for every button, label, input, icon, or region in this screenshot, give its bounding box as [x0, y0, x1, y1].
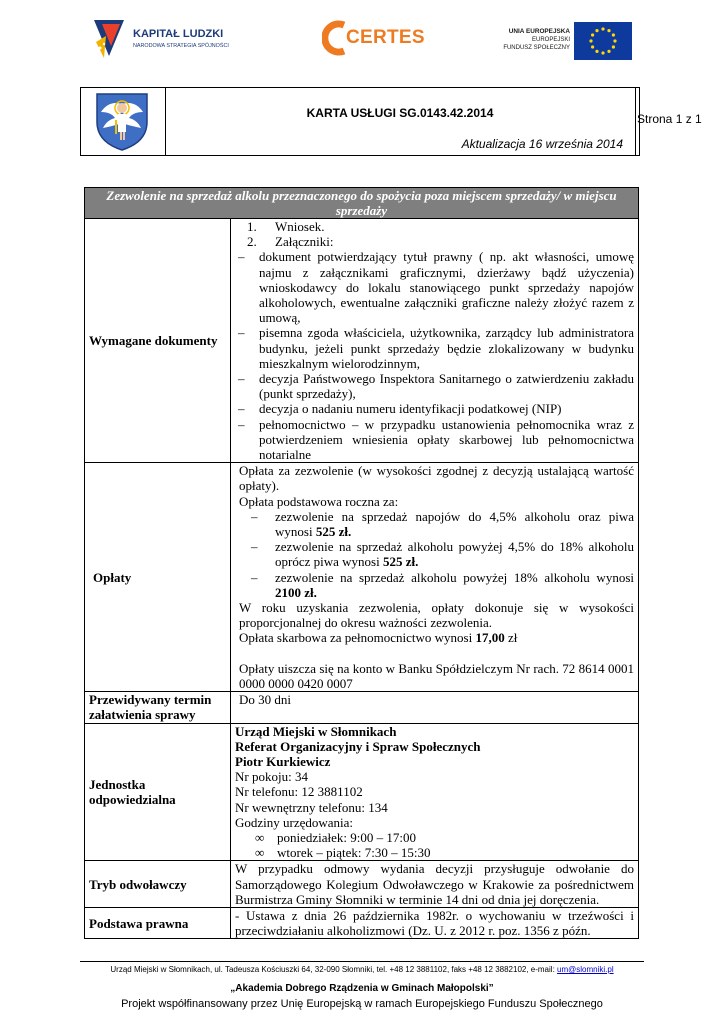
list-item: – decyzja o nadaniu numeru identyfikacji podatkowej (NIP): [238, 401, 562, 417]
appeal-label: Tryb odwoławczy: [85, 861, 231, 908]
fees-content: [231, 463, 639, 692]
kapital-ludzki-subtitle: NARODOWA STRATEGIA SPÓJNOŚCI: [133, 43, 229, 49]
email-link[interactable]: um@slomniki.pl: [557, 965, 614, 974]
dash-bullet: –: [238, 401, 245, 417]
fees-stamp: Opłata skarbowa za pełnomocnictwo wynosi 17,00 zł: [239, 630, 518, 646]
unit-label: Jednostka odpowiedzialna: [85, 723, 231, 861]
fees-intro: Opłata za zezwolenie (w wysokości zgodnej z decyzją ustalającą wartość opłaty).: [239, 463, 634, 494]
appeal-text: W przypadku odmowy wydania decyzji przysługuje odwołanie do Samorządowego Kolegium Odwoławczego w Krakowie za pośrednictwem Burmistrza Gminy Słomniki w terminie 14 dni od dnia jej doręczenia.: [231, 861, 639, 908]
fees-proportional: W roku uzyskania zezwolenia, opłaty dokonuje się w wysokości proporcjonalnej do okresu ważności zezwolenia.: [239, 600, 634, 631]
footer-project: „Akademia Dobrego Rządzenia w Gminach Małopolski”: [230, 983, 494, 994]
certes-text: CERTES: [346, 27, 425, 48]
kapital-ludzki-title: KAPITAŁ LUDZKI: [133, 28, 224, 40]
unit-person: Piotr Kurkiewicz: [235, 753, 331, 769]
eu-line-3: FUNDUSZ SPOŁECZNY: [503, 45, 570, 51]
list-item: – zezwolenie na sprzedaż napojów do 4,5% alkoholu oraz piwa wynosi 525 zł.: [251, 508, 634, 540]
unit-content: [231, 723, 639, 861]
deadline-label: Przewidywany termin załatwienia sprawy: [85, 692, 231, 723]
appeal-row: [85, 861, 639, 908]
infinity-bullet-icon: ∞: [255, 829, 265, 845]
list-item: ∞ poniedziałek: 9:00 – 17:00: [255, 829, 417, 845]
list-item: 1. Wniosek.: [247, 219, 325, 234]
dash-bullet: –: [238, 416, 245, 432]
eu-logo: [492, 22, 632, 60]
fees-row: [85, 463, 639, 692]
kapital-ludzki-logo: [90, 16, 240, 62]
certes-logo: [322, 20, 425, 56]
dash-bullet: –: [251, 539, 258, 555]
eu-line-1: UNIA EUROPEJSKA: [508, 28, 570, 35]
legal-basis-row: [85, 907, 639, 938]
required-documents-row: [85, 219, 639, 463]
certes-c-icon: [322, 20, 348, 56]
page-counter: Strona 1 z 1: [637, 112, 702, 126]
update-date: Aktualizacja 16 września 2014: [461, 137, 623, 151]
eu-flag-icon: [574, 22, 632, 60]
footer-rule: [80, 961, 644, 962]
legal-basis-text: - Ustawa z dnia 26 października 1982r. o wychowaniu w trzeźwości i przeciwdziałaniu alkoholizmowi (Dz. U. z 2012 r. poz. 1356 z późn.: [231, 907, 639, 938]
spacer: [235, 646, 634, 661]
deadline-row: [85, 692, 639, 723]
unit-department: Referat Organizacyjny i Spraw Społecznych: [235, 738, 481, 754]
list-item: ∞ wtorek – piątek: 7:30 – 15:30: [255, 845, 431, 861]
dash-bullet: –: [251, 508, 258, 524]
required-documents-content: [231, 219, 639, 463]
unit-extension: Nr wewnętrzny telefonu: 134: [235, 799, 388, 815]
dash-bullet: –: [238, 325, 245, 341]
unit-office: Urząd Miejski w Słomnikach: [235, 723, 397, 739]
header-divider: [635, 88, 636, 155]
service-table: [84, 187, 639, 939]
fees-label: Opłaty: [85, 463, 231, 692]
footer-cofinance: Projekt współfinansowany przez Unię Europejską w ramach Europejskiego Funduszu Społecznego: [121, 998, 603, 1010]
required-documents-label: Wymagane dokumenty: [85, 219, 231, 463]
kapital-ludzki-icon: [90, 16, 128, 60]
unit-row: [85, 723, 639, 861]
unit-phone: Nr telefonu: 12 3881102: [235, 784, 363, 800]
dash-bullet: –: [251, 569, 258, 585]
infinity-bullet-icon: ∞: [255, 845, 265, 861]
service-title: Zezwolenie na sprzedaż alkolu przeznaczonego do spożycia poza miejscem sprzedaży/ w miejscu sprzedaży: [85, 188, 639, 219]
document-title: KARTA USŁUGI SG.0143.42.2014: [306, 106, 494, 120]
legal-basis-label: Podstawa prawna: [85, 907, 231, 938]
list-item: – zezwolenie na sprzedaż alkoholu powyżej 4,5% do 18% alkoholu oprócz piwa wynosi 525 zł.: [251, 539, 634, 570]
numbered-list: [235, 219, 634, 249]
dash-bullet: –: [238, 249, 245, 265]
list-item: 2. Załączniki:: [247, 234, 334, 250]
list-item: – zezwolenie na sprzedaż alkoholu powyżej 18% alkoholu wynosi 2100 zł.: [251, 569, 634, 600]
unit-hours-title: Godziny urzędowania:: [235, 814, 354, 830]
logo-strip: [0, 0, 724, 80]
footer-address: Urząd Miejski w Słomnikach, ul. Tadeusza Kościuszki 64, 32-090 Słomniki, tel. +48 12 3881102, faks +48 12 3882102, e-mail: um@slomniki.pl: [110, 965, 614, 974]
fees-bank-account: Opłaty uiszcza się na konto w Banku Spółdzielczym Nr rach. 72 8614 0001 0000 0000 0420 0007: [239, 660, 634, 691]
eu-line-2: EUROPEJSKI: [531, 37, 570, 43]
service-title-row: [85, 188, 639, 219]
list-item: – dokument potwierdzający tytuł prawny ( np. akt własności, umowę najmu z załącznikami graficznymi, dzierżawy bądź użyczenia) wnioskodawcy do lokalu stanowiącego punkt sprzedaży napojów alkoholowych, ewentualne załączniki graficzne należy złożyć razem z umową,: [238, 249, 634, 326]
crest-cell: [81, 88, 166, 155]
list-item: – pełnomocnictwo – w przypadku ustanowienia pełnomocnika wraz z potwierdzeniem wniesienia opłaty skarbowej lub pełnomocnictwa notarialne: [238, 416, 634, 463]
list-item: – pisemna zgoda właściciela, użytkownika, zarządcy lub administratora budynku, jeżeli punkt sprzedaży będzie zlokalizowany w budynku mieszkalnym wielorodzinnym,: [238, 325, 634, 371]
header-title-cell: [165, 88, 635, 155]
dash-bullet: –: [238, 371, 245, 387]
fees-base-title: Opłata podstawowa roczna za:: [239, 493, 399, 509]
document-header: [80, 87, 702, 156]
slomniki-coat-of-arms-icon: [89, 90, 155, 152]
list-item: – decyzja Państwowego Inspektora Sanitarnego o zatwierdzeniu zakładu (punkt sprzedaży),: [238, 371, 634, 402]
unit-room: Nr pokoju: 34: [235, 769, 308, 785]
deadline-value: Do 30 dni: [231, 692, 639, 723]
